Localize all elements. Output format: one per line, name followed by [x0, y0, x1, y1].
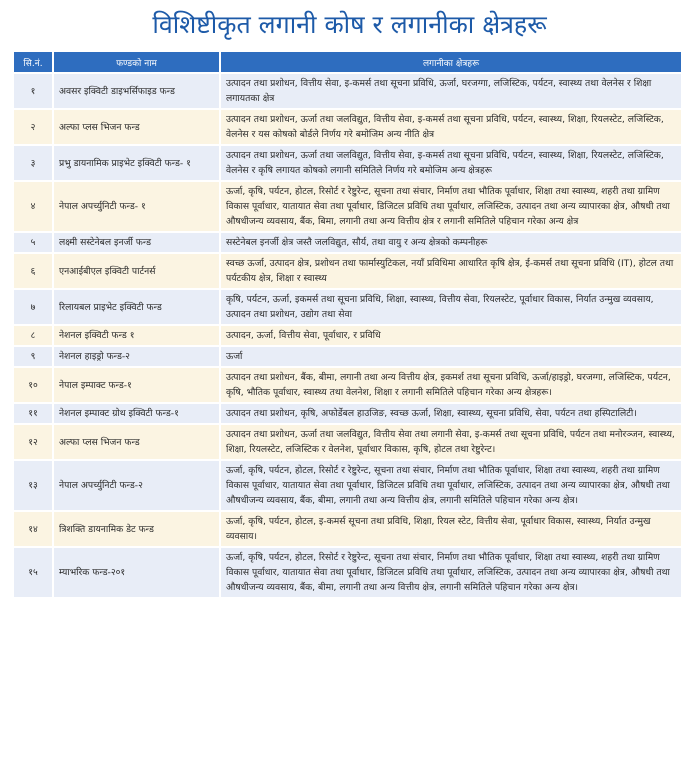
table-row: [14, 326, 681, 345]
fund-name-cell: म्याभरिक फन्ड-२०१: [54, 548, 219, 597]
investment-areas-cell: उत्पादन तथा प्रशोधन, बैंक, बीमा, लगानी तथा अन्य वित्तीय क्षेत्र, इकमर्श तथा सूचना प्रविधि, ऊर्जा/हाइड्रो, घरजग्गा, लजिस्टिक, पर्यटन, कृषि, भौतिक पूर्वाधार, स्वास्थ्य तथा वेलनेश, शिक्षा र लगानी समितिले पहिचान गरेका अन्य क्षेत्रहरू।: [221, 368, 681, 402]
fund-name-cell: अवसर इक्विटी डाइभर्सिफाइड फन्ड: [54, 74, 219, 108]
fund-name-cell: रिलायबल प्राइभेट इक्विटी फन्ड: [54, 290, 219, 324]
page-title: विशिष्टीकृत लगानी कोष र लगानीका क्षेत्रहरू: [152, 10, 547, 39]
investment-areas-cell: उत्पादन तथा प्रशोधन, ऊर्जा तथा जलविद्युत, वित्तीय सेवा, इ-कमर्स तथा सूचना प्रविधि, पर्यटन, स्वास्थ्य, शिक्षा, रियलस्टेट, लजिस्टिक, वेलनेस र कृषि लगायत कोषको लगानी समितिले निर्णय गरे बमोजिम अन्य क्षेत्रहरू: [221, 146, 681, 180]
serial-number-cell: १०: [14, 368, 52, 402]
investment-areas-cell: ऊर्जा, कृषि, पर्यटन, होटल, रिसोर्ट र रेष्टुरेन्ट, सूचना तथा संचार, निर्माण तथा भौतिक पूर्वाधार, शिक्षा तथा स्वास्थ्य, शहरी तथा ग्रामिण विकास पूर्वाधार, यातायात सेवा तथा पूर्वाधार, डिजिटल प्रविधि तथा पूर्वाधार, लजिस्टिक, उत्पादन तथा अन्य व्यापारका क्षेत्र, औषधी तथा औषधीजन्य व्यवसाय, बैंक, बिमा, लगानी तथा अन्य वित्तीय क्षेत्र र लगानी समितिले पहिचान गरेका अन्य क्षेत्र: [221, 182, 681, 231]
table-row: [14, 404, 681, 423]
investment-areas-cell: सस्टेनेबल इनर्जी क्षेत्र जस्तै जलविद्युत, सौर्य, तथा वायु र अन्य क्षेत्रको कम्पनीहरू: [221, 233, 681, 252]
investment-areas-cell: उत्पादन तथा प्रशोधन, वित्तीय सेवा, इ-कमर्स तथा सूचना प्रविधि, ऊर्जा, घरजग्गा, लजिस्टिक, पर्यटन, स्वास्थ्य तथा वेलनेस र शिक्षा लगायतका क्षेत्र: [221, 74, 681, 108]
fund-name-cell: त्रिशक्ति डायनामिक डेट फन्ड: [54, 512, 219, 546]
table-row: [14, 233, 681, 252]
table-row: [14, 74, 681, 108]
table-row: [14, 368, 681, 402]
fund-name-cell: नेशनल इम्पाक्ट ग्रोथ इक्विटी फन्ड-१: [54, 404, 219, 423]
fund-name-cell: नेपाल अपर्च्युनिटी फन्ड- १: [54, 182, 219, 231]
serial-number-cell: ५: [14, 233, 52, 252]
table-row: [14, 461, 681, 510]
investment-areas-cell: ऊर्जा, कृषि, पर्यटन, होटल, इ-कमर्स सूचना तथा प्रविधि, शिक्षा, रियल स्टेट, वित्तीय सेवा, पूर्वाधार विकास, स्वास्थ्य, निर्यात उन्मुख व्यवसाय।: [221, 512, 681, 546]
investment-areas-cell: ऊर्जा: [221, 347, 681, 366]
fund-name-cell: अल्फा प्लस भिजन फन्ड: [54, 425, 219, 459]
investment-areas-cell: उत्पादन तथा प्रशोधन, ऊर्जा तथा जलविद्युत, वित्तीय सेवा तथा लगानी सेवा, इ-कमर्स तथा सूचना प्रविधि, पर्यटन तथा मनोरञ्जन, स्वास्थ्य, शिक्षा, रियलस्टेट, लजिस्टिक र वेलनेश, पूर्वाधार विकास, कृषि, होटल तथा रेष्टुरेन्ट।: [221, 425, 681, 459]
investment-areas-cell: ऊर्जा, कृषि, पर्यटन, होटल, रिसोर्ट र रेष्टुरेन्ट, सूचना तथा संचार, निर्माण तथा भौतिक पूर्वाधार, शिक्षा तथा स्वास्थ्य, शहरी तथा ग्रामिण विकास पूर्वाधार, यातायात सेवा तथा पूर्वाधार, डिजिटल प्रविधि तथा पूर्वाधार, लजिस्टिक, उत्पादन तथा अन्य व्यापारका क्षेत्र, औषधी तथा औषधीजन्य व्यवसाय, बैंक, बीमा, लगानी तथा अन्य वित्तीय क्षेत्र, लगानी समितिले पहिचान गरेका अन्य क्षेत्र।: [221, 548, 681, 597]
table-row: [14, 347, 681, 366]
fund-name-cell: अल्फा प्लस भिजन फन्ड: [54, 110, 219, 144]
fund-name-cell: नेपाल इम्पाक्ट फन्ड-१: [54, 368, 219, 402]
serial-number-cell: १३: [14, 461, 52, 510]
serial-number-cell: १४: [14, 512, 52, 546]
investment-areas-cell: स्वच्छ ऊर्जा, उत्पादन क्षेत्र, प्रशोधन तथा फार्मास्युटिकल, नयाँ प्रविधिमा आधारित कृषि क्षेत्र, ई-कमर्स तथा सूचना प्रविधि (IT), होटल तथा पर्यटकीय क्षेत्र, शिक्षा र स्वास्थ्य: [221, 254, 681, 288]
fund-name-cell: नेपाल अपर्च्युनिटी फन्ड-२: [54, 461, 219, 510]
table-row: [14, 512, 681, 546]
serial-number-cell: ३: [14, 146, 52, 180]
serial-number-cell: २: [14, 110, 52, 144]
serial-number-cell: ४: [14, 182, 52, 231]
table-row: [14, 290, 681, 324]
investment-areas-cell: उत्पादन, ऊर्जा, वित्तीय सेवा, पूर्वाधार, र प्रविधि: [221, 326, 681, 345]
fund-name-cell: नेशनल हाइड्रो फन्ड-२: [54, 347, 219, 366]
serial-number-cell: १५: [14, 548, 52, 597]
serial-number-cell: १: [14, 74, 52, 108]
header-serial-number: सि.नं.: [14, 52, 52, 72]
serial-number-cell: ६: [14, 254, 52, 288]
investment-areas-cell: उत्पादन तथा प्रशोधन, कृषि, अफोर्डेबल हाउजिङ, स्वच्छ ऊर्जा, शिक्षा, स्वास्थ्य, सूचना प्रविधि, सेवा, पर्यटन तथा हस्पिटालिटी।: [221, 404, 681, 423]
table-row: [14, 182, 681, 231]
table-row: [14, 254, 681, 288]
serial-number-cell: ७: [14, 290, 52, 324]
table-row: [14, 425, 681, 459]
investment-areas-cell: उत्पादन तथा प्रशोधन, ऊर्जा तथा जलविद्युत, वित्तीय सेवा, इ-कमर्स तथा सूचना प्रविधि, पर्यटन, स्वास्थ्य, शिक्षा, रियलस्टेट, लजिस्टिक, वेलनेस र यस कोषको बोर्डले निर्णय गरे बमोजिम अन्य नीति क्षेत्र: [221, 110, 681, 144]
serial-number-cell: ११: [14, 404, 52, 423]
fund-name-cell: लक्ष्मी सस्टेनेबल इनर्जी फन्ड: [54, 233, 219, 252]
investment-areas-cell: कृषि, पर्यटन, ऊर्जा, इकमर्स तथा सूचना प्रविधि, शिक्षा, स्वास्थ्य, वित्तीय सेवा, रियलस्टेट, पूर्वाधार विकास, निर्यात उन्मुख व्यवसाय, उत्पादन तथा प्रशोधन, उद्योग तथा सेवा: [221, 290, 681, 324]
table-row: [14, 548, 681, 597]
table-row: [14, 146, 681, 180]
serial-number-cell: ८: [14, 326, 52, 345]
serial-number-cell: ९: [14, 347, 52, 366]
fund-name-cell: एनआईबीएल इक्विटी पार्टनर्स: [54, 254, 219, 288]
fund-name-cell: प्रभु डायनामिक प्राइभेट इक्विटी फन्ड- १: [54, 146, 219, 180]
header-investment-areas: लगानीका क्षेत्रहरू: [221, 52, 681, 72]
table-header-row: [14, 52, 681, 72]
fund-name-cell: नेशनल इक्विटी फन्ड १: [54, 326, 219, 345]
header-fund-name: फण्डको नाम: [54, 52, 219, 72]
table-row: [14, 110, 681, 144]
investment-areas-cell: ऊर्जा, कृषि, पर्यटन, होटल, रिसोर्ट र रेष्टुरेन्ट, सूचना तथा संचार, निर्माण तथा भौतिक पूर्वाधार, शिक्षा तथा स्वास्थ्य, शहरी तथा ग्रामिण विकास पूर्वाधार, यातायात सेवा तथा पूर्वाधार, डिजिटल प्रविधि तथा पूर्वाधार, लजिस्टिक, उत्पादन तथा अन्य व्यापारका क्षेत्र, औषधी तथा औषधीजन्य व्यवसाय, बैंक, बीमा, लगानी तथा अन्य वित्तीय क्षेत्र, लगानी समितिले पहिचान गरेका अन्य क्षेत्र।: [221, 461, 681, 510]
serial-number-cell: १२: [14, 425, 52, 459]
funds-table: [12, 50, 683, 599]
